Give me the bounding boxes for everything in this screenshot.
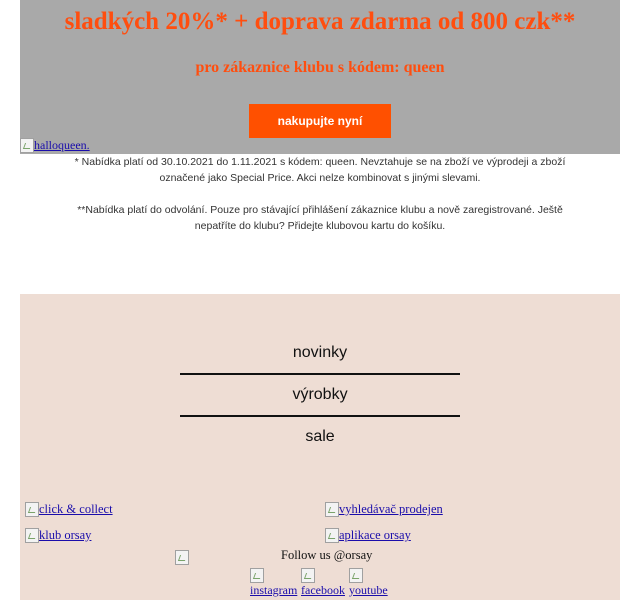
instagram-link[interactable]: [250, 568, 297, 597]
store-finder-label: vyhledávač prodejen: [339, 502, 443, 516]
club-orsay-label: klub orsay: [39, 528, 92, 542]
nav-link-vyrobky[interactable]: výrobky: [292, 386, 348, 403]
instagram-label: instagram: [250, 583, 298, 597]
orsay-app-link[interactable]: [325, 528, 411, 543]
terms-note-2: **Nabídka platí do odvolání. Pouze pro stávající přihlášení zákaznice klubu a nově zaregistrované. Ještě nepatříte do klubu? Přidejte klubovou kartu do košíku.: [77, 204, 563, 232]
instagram-icon: [250, 568, 264, 583]
nav-divider: [180, 415, 460, 417]
nav-divider: [180, 373, 460, 375]
halloqueen-alt-text: halloqueen.: [34, 138, 90, 152]
nav-link-sale[interactable]: sale: [305, 428, 335, 445]
promo-banner: [20, 0, 620, 154]
footer: [20, 294, 620, 600]
club-orsay-link[interactable]: [25, 528, 91, 543]
orsay-app-label: aplikace orsay: [339, 528, 411, 542]
youtube-label: youtube: [349, 583, 388, 597]
click-collect-label: click & collect: [39, 502, 113, 516]
shop-now-button[interactable]: nakupujte nyní: [249, 104, 391, 138]
promo-headline: sladkých 20%* + doprava zdarma od 800 czk**: [64, 8, 576, 35]
store-finder-link[interactable]: [325, 502, 443, 517]
facebook-icon: [301, 568, 315, 583]
terms-note-1: * Nabídka platí od 30.10.2021 do 1.11.2021 s kódem: queen. Nevztahuje se na zboží ve výprodeji a zboží označené jako Special Price. Akci nelze kombinovat s jinými slevami.: [74, 156, 566, 184]
broken-image-icon: [25, 528, 39, 543]
broken-image-icon: [325, 528, 339, 543]
halloqueen-image-link[interactable]: [20, 138, 90, 153]
click-collect-link[interactable]: [25, 502, 113, 517]
broken-image-icon: [20, 138, 34, 153]
facebook-link[interactable]: [301, 568, 345, 597]
nav-link-novinky[interactable]: novinky: [292, 344, 348, 361]
broken-image-icon: [325, 502, 339, 517]
terms-notes: [20, 154, 620, 234]
broken-image-icon: [175, 550, 189, 565]
facebook-label: facebook: [301, 583, 345, 597]
follow-us-text: Follow us @orsay: [281, 548, 373, 562]
promo-subline: pro zákaznice klubu s kódem: queen: [195, 59, 445, 76]
email-content: [20, 0, 620, 597]
youtube-link[interactable]: [349, 568, 388, 597]
broken-image-icon: [25, 502, 39, 517]
youtube-icon: [349, 568, 363, 583]
